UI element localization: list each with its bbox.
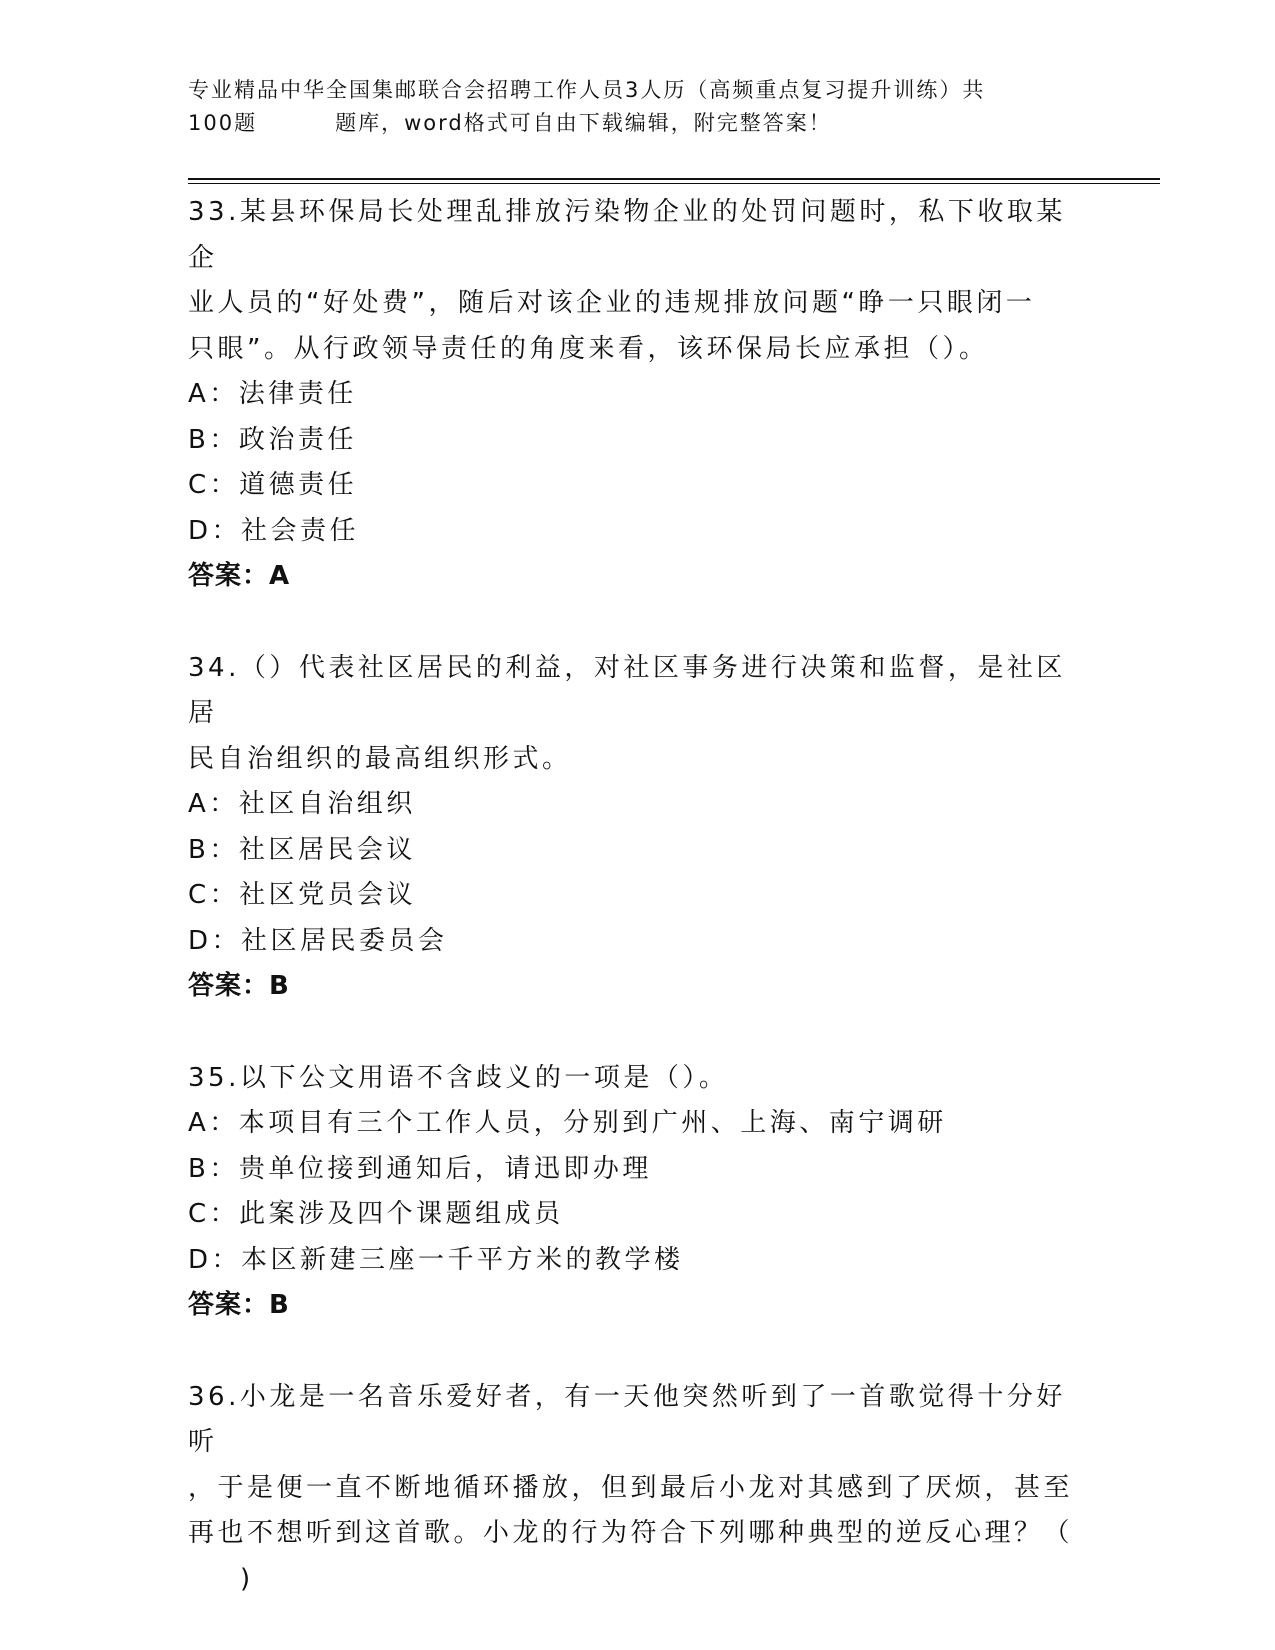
- option-c: C：道德责任: [188, 470, 358, 500]
- option-d: D：社区居民委员会: [188, 925, 448, 956]
- question-36: [188, 1375, 1088, 1603]
- answer: 答案：B: [188, 1290, 290, 1320]
- document-header: [188, 74, 1068, 140]
- question-text-line: 再也不想听到这首歌。小龙的行为符合下列哪种典型的逆反心理？（: [188, 1518, 1074, 1548]
- option-a: A：本项目有三个工作人员，分别到广州、上海、南宁调研: [188, 1108, 947, 1138]
- header-divider-thick: [188, 178, 1160, 180]
- option-d: D：社会责任: [188, 515, 360, 546]
- option-c: C：社区党员会议: [188, 880, 417, 910]
- question-text-line: 34.（）代表社区居民的利益，对社区事务进行决策和监督，是社区居: [188, 652, 1066, 728]
- option-d: D：本区新建三座一千平方米的教学楼: [188, 1244, 684, 1275]
- question-text-line: 36.小龙是一名音乐爱好者，有一天他突然听到了一首歌觉得十分好听: [188, 1381, 1066, 1457]
- answer: 答案：B: [188, 971, 290, 1001]
- question-text-line: 33.某县环保局长处理乱排放污染物企业的处罚问题时，私下收取某企: [188, 197, 1066, 273]
- question-text-line: 业人员的“好处费”，随后对该企业的违规排放问题“睁一只眼闭一: [188, 288, 1036, 318]
- header-line-2-count: 100题: [188, 111, 258, 135]
- option-b: B：政治责任: [188, 424, 357, 455]
- header-line-2-desc: 题库，word格式可自由下载编辑，附完整答案！: [335, 111, 832, 135]
- question-34: [188, 646, 1088, 1010]
- option-b: B：社区居民会议: [188, 834, 416, 865]
- question-text-closing: ): [240, 1563, 254, 1594]
- question-text-line: 35.以下公文用语不含歧义的一项是（）。: [188, 1062, 729, 1093]
- question-text-line: 只眼”。从行政领导责任的角度来看，该环保局长应承担（）。: [188, 333, 989, 364]
- answer: 答案：A: [188, 561, 291, 591]
- header-divider-thin: [188, 183, 1160, 184]
- option-a: A：法律责任: [188, 379, 357, 409]
- option-c: C：此案涉及四个课题组成员: [188, 1199, 564, 1229]
- question-text-line: [188, 1557, 1088, 1603]
- header-line-2: [188, 107, 1068, 140]
- option-b: B：贵单位接到通知后，请迅即办理: [188, 1153, 652, 1184]
- option-a: A：社区自治组织: [188, 789, 416, 819]
- question-text-line: ，于是便一直不断地循环播放，但到最后小龙对其感到了厌烦，甚至: [188, 1472, 1074, 1503]
- question-text-line: 民自治组织的最高组织形式。: [188, 743, 572, 774]
- question-35: [188, 1056, 1088, 1329]
- question-list: [188, 190, 1088, 1648]
- question-33: [188, 190, 1088, 600]
- header-line-1: 专业精品中华全国集邮联合会招聘工作人员3人历（高频重点复习提升训练）共: [188, 78, 986, 102]
